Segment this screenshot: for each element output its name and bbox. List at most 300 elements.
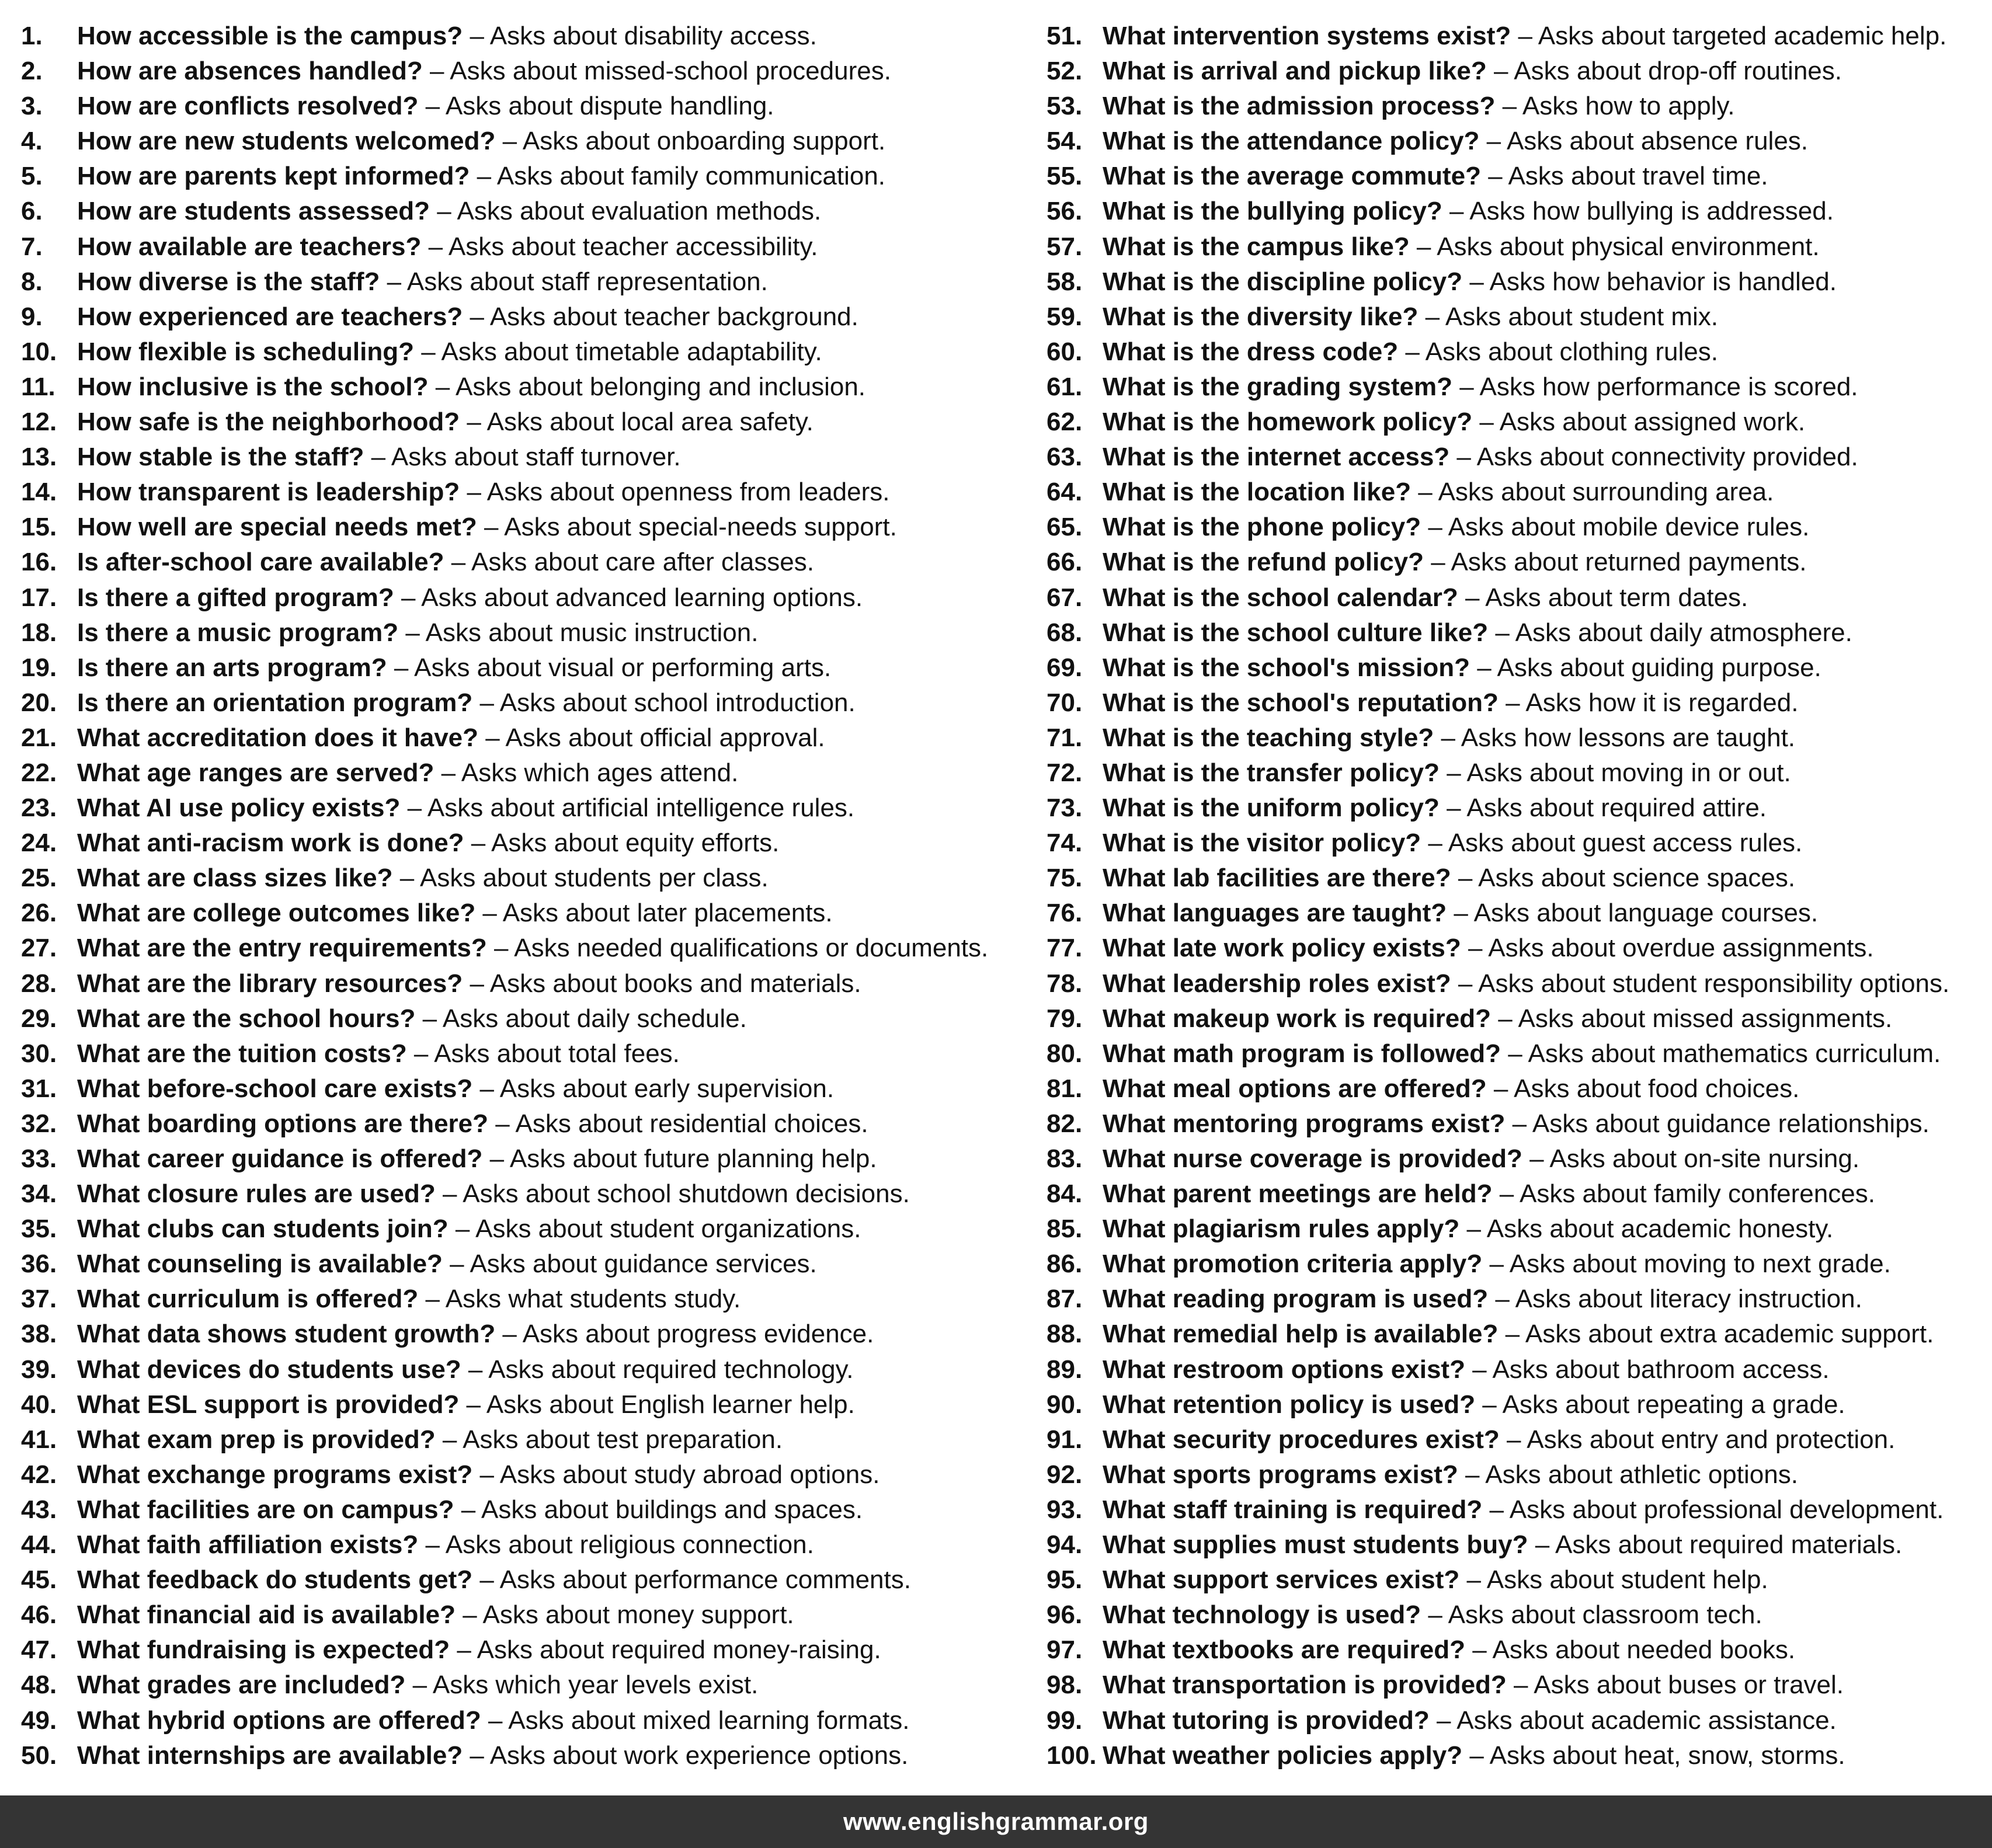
- question-number: 48.: [21, 1670, 57, 1700]
- question-description: Asks about moving to next grade.: [1509, 1250, 1891, 1279]
- question-body: [77, 265, 768, 300]
- question-separator: –: [413, 337, 441, 366]
- question-text: What mentoring programs exist?: [1103, 1109, 1506, 1138]
- question-description: Asks about overdue assignments.: [1488, 934, 1874, 963]
- question-number: 62.: [1047, 408, 1083, 437]
- question-description: Asks about athletic options.: [1485, 1460, 1798, 1489]
- question-description: Asks about teacher background.: [489, 302, 858, 331]
- question-number: 76.: [1047, 899, 1083, 928]
- question-separator: –: [1506, 1670, 1534, 1700]
- question-body: [1103, 265, 1837, 300]
- question-separator: –: [1498, 1320, 1525, 1349]
- footer-bar: [0, 1795, 1992, 1848]
- question-body: [77, 1036, 680, 1071]
- question-description: Asks about student mix.: [1445, 302, 1718, 331]
- question-text: What textbooks are required?: [1103, 1635, 1466, 1665]
- question-body: [77, 1457, 879, 1492]
- question-number: 13.: [21, 443, 57, 472]
- question-number: 71.: [1047, 723, 1083, 752]
- question-text: What is the phone policy?: [1103, 513, 1421, 542]
- question-entry: [21, 159, 1014, 194]
- question-text: Is after-school care available?: [77, 548, 444, 577]
- question-text: What is the uniform policy?: [1103, 794, 1440, 823]
- question-entry: [21, 405, 1014, 440]
- question-text: What AI use policy exists?: [77, 794, 401, 823]
- question-body: [1103, 1422, 1895, 1457]
- question-number: 21.: [21, 723, 57, 752]
- question-entry: [1047, 1317, 1981, 1352]
- question-body: [1103, 159, 1768, 194]
- question-number: 95.: [1047, 1565, 1083, 1595]
- question-separator: –: [1501, 1039, 1528, 1068]
- question-entry: [21, 1177, 1014, 1212]
- question-text: What is the discipline policy?: [1103, 267, 1463, 296]
- question-body: [1103, 756, 1791, 791]
- question-entry: [1047, 510, 1981, 545]
- right-question-column: [1047, 19, 1981, 1773]
- question-description: Asks about classroom tech.: [1448, 1600, 1762, 1630]
- question-separator: –: [1470, 653, 1497, 682]
- question-separator: –: [1409, 232, 1437, 261]
- question-text: What is the admission process?: [1103, 92, 1496, 121]
- question-number: 49.: [21, 1706, 57, 1735]
- question-entry: [1047, 1387, 1981, 1422]
- question-text: What counseling is available?: [77, 1250, 443, 1279]
- question-body: [1103, 1668, 1844, 1703]
- question-description: Asks how lessons are taught.: [1461, 723, 1796, 752]
- question-number: 35.: [21, 1214, 57, 1244]
- question-body: [77, 1422, 783, 1457]
- question-body: [1103, 615, 1852, 650]
- question-separator: –: [448, 1214, 476, 1244]
- question-separator: –: [470, 162, 497, 191]
- question-number: 91.: [1047, 1425, 1083, 1454]
- question-entry: [21, 1317, 1014, 1352]
- question-separator: –: [477, 513, 505, 542]
- question-body: [77, 791, 854, 826]
- question-number: 34.: [21, 1179, 57, 1209]
- question-body: [1103, 1036, 1941, 1071]
- question-number: 55.: [1047, 162, 1083, 191]
- question-text: What are the entry requirements?: [77, 934, 487, 963]
- question-body: [1103, 1317, 1934, 1352]
- question-body: [77, 685, 856, 721]
- question-text: What is the homework policy?: [1103, 408, 1473, 437]
- question-entry: [21, 1457, 1014, 1492]
- question-entry: [1047, 265, 1981, 300]
- question-separator: –: [364, 443, 391, 472]
- question-body: [77, 54, 891, 89]
- question-description: Asks about religious connection.: [445, 1530, 814, 1560]
- question-entry: [21, 1492, 1014, 1527]
- question-description: Asks about bathroom access.: [1492, 1355, 1830, 1384]
- question-text: What financial aid is available?: [77, 1600, 456, 1630]
- question-body: [77, 1071, 834, 1106]
- question-body: [77, 896, 833, 931]
- question-text: Is there an arts program?: [77, 653, 387, 682]
- question-separator: –: [454, 1495, 481, 1524]
- question-number: 18.: [21, 618, 57, 647]
- question-description: Asks about student responsibility options.: [1478, 969, 1950, 998]
- question-number: 20.: [21, 688, 57, 717]
- question-number: 89.: [1047, 1355, 1083, 1384]
- question-entry: [1047, 54, 1981, 89]
- question-body: [1103, 721, 1795, 756]
- question-description: Asks what students study.: [445, 1285, 741, 1314]
- question-separator: –: [486, 934, 514, 963]
- question-text: What security procedures exist?: [1103, 1425, 1500, 1454]
- question-number: 1.: [21, 22, 43, 50]
- question-description: Asks about food choices.: [1514, 1074, 1800, 1103]
- question-description: Asks about professional development.: [1509, 1495, 1944, 1524]
- question-entry: [21, 335, 1014, 370]
- question-body: [77, 1106, 868, 1141]
- question-body: [77, 1177, 910, 1212]
- question-text: What is the teaching style?: [1103, 723, 1434, 752]
- question-separator: –: [1459, 1214, 1487, 1244]
- question-entry: [1047, 229, 1981, 265]
- question-entry: [1047, 826, 1981, 861]
- question-description: Asks about equity efforts.: [491, 829, 780, 858]
- question-separator: –: [1424, 548, 1451, 577]
- question-description: Asks about language courses.: [1473, 899, 1819, 928]
- question-text: How safe is the neighborhood?: [77, 408, 460, 437]
- question-text: How diverse is the staff?: [77, 267, 380, 296]
- question-separator: –: [418, 1530, 446, 1560]
- question-description: Asks about total fees.: [434, 1039, 680, 1068]
- question-number: 78.: [1047, 969, 1083, 998]
- question-body: [77, 1668, 758, 1703]
- question-body: [77, 861, 769, 896]
- question-entry: [21, 1668, 1014, 1703]
- question-text: What weather policies apply?: [1103, 1741, 1463, 1770]
- question-text: What is the location like?: [1103, 478, 1412, 507]
- question-text: What staff training is required?: [1103, 1495, 1483, 1524]
- question-text: What retention policy is used?: [1103, 1390, 1476, 1419]
- question-separator: –: [1495, 92, 1522, 121]
- question-separator: –: [1458, 583, 1486, 612]
- question-number: 75.: [1047, 864, 1083, 893]
- question-text: How are students assessed?: [77, 197, 430, 226]
- question-separator: –: [463, 22, 490, 50]
- question-description: Asks about evaluation methods.: [457, 197, 822, 226]
- question-text: How are new students welcomed?: [77, 127, 496, 156]
- question-body: [1103, 685, 1798, 721]
- question-entry: [21, 1282, 1014, 1317]
- question-number: 17.: [21, 583, 57, 612]
- question-description: Asks about family communication.: [496, 162, 886, 191]
- question-entry: [21, 791, 1014, 826]
- question-separator: –: [428, 372, 456, 401]
- question-body: [77, 1212, 861, 1247]
- question-number: 54.: [1047, 127, 1083, 156]
- question-number: 16.: [21, 548, 57, 577]
- question-entry: [1047, 194, 1981, 229]
- question-number: 83.: [1047, 1144, 1083, 1173]
- question-description: Asks about repeating a grade.: [1502, 1390, 1845, 1419]
- question-number: 12.: [21, 408, 57, 437]
- question-entry: [21, 826, 1014, 861]
- question-entry: [1047, 791, 1981, 826]
- question-separator: –: [1465, 1355, 1493, 1384]
- question-number: 66.: [1047, 548, 1083, 577]
- question-entry: [21, 194, 1014, 229]
- question-body: [77, 335, 822, 370]
- question-description: Asks about required attire.: [1466, 794, 1767, 823]
- question-separator: –: [434, 758, 461, 787]
- question-entry: [21, 1352, 1014, 1387]
- question-description: Asks about teacher accessibility.: [448, 232, 818, 261]
- question-entry: [1047, 159, 1981, 194]
- question-body: [1103, 475, 1774, 510]
- question-body: [1103, 54, 1842, 89]
- question-number: 27.: [21, 934, 57, 963]
- question-body: [1103, 405, 1805, 440]
- question-separator: –: [415, 1004, 443, 1033]
- question-body: [1103, 1633, 1795, 1668]
- question-entry: [21, 1106, 1014, 1141]
- question-separator: –: [1505, 1109, 1532, 1138]
- question-body: [77, 1317, 874, 1352]
- question-body: [1103, 440, 1858, 475]
- question-entry: [21, 1387, 1014, 1422]
- question-entry: [21, 510, 1014, 545]
- question-separator: –: [481, 1706, 509, 1735]
- question-separator: –: [482, 1144, 510, 1173]
- question-text: What nurse coverage is provided?: [1103, 1144, 1522, 1173]
- question-text: What meal options are offered?: [1103, 1074, 1487, 1103]
- question-entry: [21, 300, 1014, 335]
- question-separator: –: [472, 688, 500, 717]
- question-body: [1103, 1282, 1862, 1317]
- question-separator: –: [1488, 1285, 1515, 1314]
- question-separator: –: [1498, 688, 1526, 717]
- question-description: Asks about openness from leaders.: [486, 478, 890, 507]
- question-number: 61.: [1047, 372, 1083, 401]
- question-number: 31.: [21, 1074, 57, 1103]
- question-text: What is the school calendar?: [1103, 583, 1458, 612]
- question-separator: –: [1461, 934, 1489, 963]
- question-body: [1103, 1492, 1944, 1527]
- question-number: 100.: [1047, 1741, 1097, 1770]
- question-number: 59.: [1047, 302, 1083, 331]
- question-number: 23.: [21, 794, 57, 823]
- question-body: [77, 615, 758, 650]
- question-body: [77, 966, 861, 1001]
- question-text: How are parents kept informed?: [77, 162, 470, 191]
- question-body: [77, 756, 738, 791]
- question-description: Asks about targeted academic help.: [1538, 22, 1947, 50]
- question-text: What plagiarism rules apply?: [1103, 1214, 1460, 1244]
- question-entry: [21, 650, 1014, 685]
- question-entry: [21, 1562, 1014, 1598]
- question-entry: [21, 89, 1014, 124]
- question-text: How are absences handled?: [77, 57, 423, 86]
- question-entry: [1047, 545, 1981, 580]
- question-number: 70.: [1047, 688, 1083, 717]
- question-body: [1103, 1071, 1799, 1106]
- question-text: What languages are taught?: [1103, 899, 1447, 928]
- question-entry: [1047, 685, 1981, 721]
- question-separator: –: [1398, 337, 1426, 366]
- question-separator: –: [1482, 1250, 1510, 1279]
- question-body: [1103, 510, 1809, 545]
- question-description: Asks about buildings and spaces.: [481, 1495, 863, 1524]
- question-text: What facilities are on campus?: [77, 1495, 454, 1524]
- question-entry: [1047, 580, 1981, 615]
- question-description: Asks how it is regarded.: [1525, 688, 1799, 717]
- question-separator: –: [1486, 57, 1514, 86]
- question-description: Asks about moving in or out.: [1466, 758, 1791, 787]
- question-separator: –: [1462, 267, 1490, 296]
- question-description: Asks about artificial intelligence rules.: [427, 794, 855, 823]
- question-number: 63.: [1047, 443, 1083, 472]
- question-number: 29.: [21, 1004, 57, 1033]
- question-text: How flexible is scheduling?: [77, 337, 414, 366]
- question-separator: –: [406, 1039, 434, 1068]
- question-description: Asks about school introduction.: [499, 688, 856, 717]
- question-description: Asks about advanced learning options.: [421, 583, 863, 612]
- question-entry: [21, 475, 1014, 510]
- question-separator: –: [392, 864, 420, 893]
- question-text: What is the school's reputation?: [1103, 688, 1499, 717]
- question-description: Asks about guidance relationships.: [1532, 1109, 1930, 1138]
- question-description: Asks how behavior is handled.: [1489, 267, 1837, 296]
- question-number: 14.: [21, 478, 57, 507]
- question-text: What are the school hours?: [77, 1004, 416, 1033]
- question-text: What is the grading system?: [1103, 372, 1452, 401]
- question-text: What are the tuition costs?: [77, 1039, 407, 1068]
- question-number: 77.: [1047, 934, 1083, 963]
- question-description: Asks about family conferences.: [1519, 1179, 1875, 1209]
- question-entry: [21, 229, 1014, 265]
- question-body: [1103, 931, 1874, 966]
- question-text: What technology is used?: [1103, 1600, 1421, 1630]
- question-number: 99.: [1047, 1706, 1083, 1735]
- question-text: What reading program is used?: [1103, 1285, 1489, 1314]
- question-number: 85.: [1047, 1214, 1083, 1244]
- question-body: [77, 650, 831, 685]
- question-description: Asks about dispute handling.: [445, 92, 774, 121]
- question-description: Asks about staff representation.: [406, 267, 768, 296]
- question-text: What is the school culture like?: [1103, 618, 1489, 647]
- question-separator: –: [1421, 513, 1448, 542]
- question-text: What promotion criteria apply?: [1103, 1250, 1483, 1279]
- question-separator: –: [463, 969, 490, 998]
- question-description: Asks about daily schedule.: [442, 1004, 747, 1033]
- question-entry: [21, 615, 1014, 650]
- question-separator: –: [1462, 1741, 1490, 1770]
- question-number: 43.: [21, 1495, 57, 1524]
- question-body: [1103, 650, 1821, 685]
- question-separator: –: [387, 653, 415, 682]
- question-entry: [21, 1247, 1014, 1282]
- question-number: 24.: [21, 829, 57, 858]
- question-description: Asks about special-needs support.: [504, 513, 897, 542]
- question-description: Asks about study abroad options.: [499, 1460, 880, 1489]
- question-entry: [21, 1212, 1014, 1247]
- question-entry: [21, 861, 1014, 896]
- question-separator: –: [1421, 829, 1448, 858]
- question-body: [77, 510, 897, 545]
- question-body: [1103, 1598, 1762, 1633]
- question-number: 38.: [21, 1320, 57, 1349]
- question-number: 68.: [1047, 618, 1083, 647]
- question-number: 84.: [1047, 1179, 1083, 1209]
- question-number: 74.: [1047, 829, 1083, 858]
- question-description: Asks about guidance services.: [470, 1250, 817, 1279]
- question-text: What is the refund policy?: [1103, 548, 1424, 577]
- question-body: [77, 931, 988, 966]
- question-body: [77, 229, 818, 265]
- question-entry: [21, 1703, 1014, 1738]
- question-description: Asks about early supervision.: [499, 1074, 835, 1103]
- question-entry: [21, 440, 1014, 475]
- question-description: Asks about visual or performing arts.: [414, 653, 832, 682]
- question-number: 28.: [21, 969, 57, 998]
- question-separator: –: [422, 57, 450, 86]
- question-body: [1103, 1352, 1830, 1387]
- question-number: 47.: [21, 1635, 57, 1665]
- question-text: What late work policy exists?: [1103, 934, 1461, 963]
- question-number: 11.: [21, 372, 55, 401]
- question-description: Asks about mobile device rules.: [1448, 513, 1810, 542]
- question-separator: –: [495, 1320, 523, 1349]
- question-entry: [1047, 89, 1981, 124]
- question-body: [1103, 1703, 1837, 1738]
- question-number: 40.: [21, 1390, 57, 1419]
- question-entry: [21, 265, 1014, 300]
- question-text: What is the average commute?: [1103, 162, 1481, 191]
- question-description: Asks about assigned work.: [1499, 408, 1806, 437]
- question-entry: [1047, 1703, 1981, 1738]
- question-text: What curriculum is offered?: [77, 1285, 419, 1314]
- question-description: Asks about science spaces.: [1478, 864, 1796, 893]
- question-number: 39.: [21, 1355, 57, 1384]
- question-separator: –: [461, 1355, 489, 1384]
- question-body: [1103, 861, 1795, 896]
- question-number: 60.: [1047, 337, 1083, 366]
- question-description: Asks about music instruction.: [425, 618, 759, 647]
- question-text: What hybrid options are offered?: [77, 1706, 481, 1735]
- question-description: Asks about absence rules.: [1506, 127, 1809, 156]
- question-description: Asks about test preparation.: [463, 1425, 783, 1454]
- question-entry: [21, 1001, 1014, 1036]
- question-number: 88.: [1047, 1320, 1083, 1349]
- question-body: [77, 545, 814, 580]
- question-text: What are the library resources?: [77, 969, 463, 998]
- question-text: What supplies must students buy?: [1103, 1530, 1528, 1560]
- question-text: What faith affiliation exists?: [77, 1530, 419, 1560]
- question-description: Asks about residential choices.: [515, 1109, 868, 1138]
- question-entry: [1047, 1352, 1981, 1387]
- question-number: 87.: [1047, 1285, 1083, 1314]
- question-number: 82.: [1047, 1109, 1083, 1138]
- question-number: 30.: [21, 1039, 57, 1068]
- question-separator: –: [1429, 1706, 1457, 1735]
- question-text: How are conflicts resolved?: [77, 92, 419, 121]
- question-number: 65.: [1047, 513, 1083, 542]
- question-description: Asks about student organizations.: [475, 1214, 861, 1244]
- question-body: [77, 1738, 908, 1773]
- question-number: 81.: [1047, 1074, 1083, 1103]
- question-text: What math program is followed?: [1103, 1039, 1501, 1068]
- question-description: Asks about buses or travel.: [1534, 1670, 1844, 1700]
- question-description: Asks needed qualifications or documents.: [514, 934, 989, 963]
- question-body: [77, 405, 814, 440]
- question-separator: –: [1451, 969, 1479, 998]
- question-body: [1103, 826, 1802, 861]
